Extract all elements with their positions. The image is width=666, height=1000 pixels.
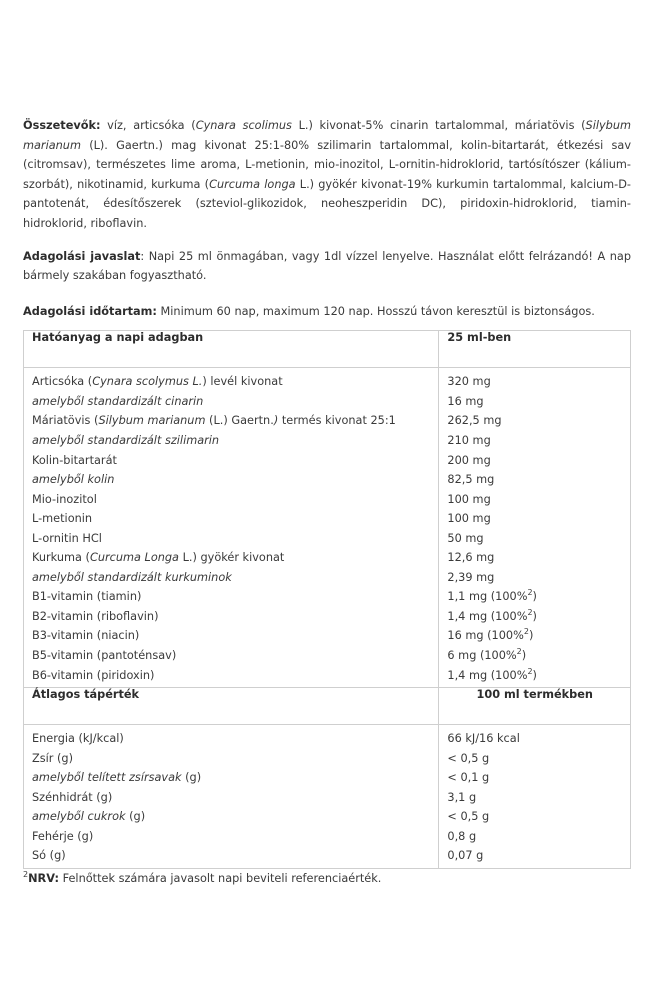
row-value (447, 490, 622, 510)
row-value (447, 827, 622, 847)
nutrition-header-name: Átlagos tápérték (24, 688, 439, 725)
row-value (447, 568, 622, 588)
product-info (23, 116, 631, 889)
row-label (32, 411, 430, 431)
footnote (23, 869, 631, 889)
nutrition-header-amount: 100 ml termékben (439, 688, 631, 725)
row-value (447, 807, 622, 827)
nutrition-table (23, 330, 631, 869)
active-header-amount: 25 ml-ben (439, 331, 631, 368)
row-label (32, 451, 430, 471)
row-label-run: Fehérje (g) (32, 829, 94, 843)
footnote-text: Felnőttek számára javasolt napi beviteli referenciaérték. (59, 871, 382, 885)
row-label (32, 666, 430, 686)
footnote-marker: 2 (23, 870, 29, 880)
row-label-run: amelyből kolin (32, 473, 115, 487)
row-value (447, 846, 622, 866)
row-value-text: 12,6 mg (447, 551, 495, 565)
row-label (32, 729, 430, 749)
ingredients-run: Curcuma longa (209, 177, 296, 191)
row-value-text: 6 mg (100% (447, 649, 517, 662)
row-value-text: 0,8 g (447, 829, 477, 843)
row-label-run: B5-vitamin (pantoténsav) (32, 649, 177, 662)
row-value-text: < 0,1 g (447, 771, 490, 785)
row-label (32, 827, 430, 847)
row-value (447, 470, 622, 490)
row-label-run: B2-vitamin (riboflavin) (32, 609, 159, 623)
row-value (447, 607, 622, 627)
row-label-run: Energia (kJ/kcal) (32, 732, 124, 746)
row-label (32, 392, 430, 412)
row-value (447, 587, 622, 607)
row-label (32, 846, 430, 866)
row-label-run: amelyből standardizált cinarin (32, 394, 204, 408)
nrv-marker: 2 (516, 647, 522, 657)
row-value-close: ) (532, 590, 537, 604)
row-label-run: Máriatövis ( (32, 414, 99, 428)
row-label (32, 490, 430, 510)
row-label (32, 509, 430, 529)
row-value-text: 82,5 mg (447, 473, 495, 487)
nrv-marker: 2 (523, 627, 529, 637)
row-label-run: Szénhidrát (g) (32, 790, 113, 804)
row-label (32, 529, 430, 549)
row-label-run: (g) (125, 810, 146, 824)
row-value (447, 729, 622, 749)
row-value-text: 50 mg (447, 531, 484, 545)
row-label (32, 807, 430, 827)
duration-text: Minimum 60 nap, maximum 120 nap. Hosszú távon keresztül is biztonságos. (156, 304, 595, 318)
row-label (32, 372, 430, 392)
nrv-marker: 2 (527, 588, 533, 598)
nutrition-names-cell (24, 725, 439, 869)
row-value-close: ) (528, 629, 534, 643)
ingredients-run: L.) gyökér kivonat-19% kurkumin tartalommal, kalcium-D-pantotenát, édesítőszerek (szteviol-glikozidok, neoheszperidin DC), piridoxin-hidroklorid, tiamin-hidroklorid, riboflavin. (23, 177, 631, 230)
row-label-run: Curcuma Longa (89, 551, 179, 565)
row-value (447, 666, 622, 686)
row-label-run: B1-vitamin (tiamin) (32, 590, 142, 604)
row-label (32, 470, 430, 490)
active-rows (24, 368, 631, 688)
row-value (447, 626, 622, 646)
row-value (447, 509, 622, 529)
ingredients-paragraph (23, 116, 631, 234)
row-label-run: Zsír (g) (32, 751, 73, 765)
row-label (32, 749, 430, 769)
row-value-text: 100 mg (447, 492, 491, 506)
row-value (447, 411, 622, 431)
active-values-cell (439, 368, 631, 688)
row-label-run: B3-vitamin (niacin) (32, 629, 140, 643)
row-label (32, 568, 430, 588)
row-value-text: 100 mg (447, 512, 491, 526)
row-value-text: 3,1 g (447, 790, 477, 804)
row-value-text: 1,4 mg (100% (447, 668, 528, 682)
row-label-run: termés kivonat 25:1 (278, 414, 396, 428)
row-label-run: Silybum marianum (98, 414, 206, 428)
nrv-marker: 2 (527, 608, 533, 618)
ingredients-run: Silybum marianum (23, 119, 632, 152)
nutrition-rows (24, 725, 631, 869)
row-value-text: 2,39 mg (447, 570, 495, 584)
row-label-run: ) (273, 414, 279, 428)
row-label (32, 607, 430, 627)
row-label-run: Articsóka ( (32, 375, 93, 389)
row-value-text: 0,07 g (447, 849, 484, 863)
row-value-text: < 0,5 g (447, 810, 490, 824)
row-value-close: ) (532, 609, 537, 623)
ingredients-run: Cynara scolimus (195, 119, 292, 132)
row-label-run: Cynara scolymus L. (92, 375, 203, 389)
row-label-run: amelyből cukrok (32, 810, 126, 824)
row-value (447, 529, 622, 549)
ingredients-label: Összetevők: (23, 119, 101, 132)
row-value-text: < 0,5 g (447, 751, 490, 765)
row-label-run: amelyből telített zsírsavak (32, 771, 182, 785)
row-value-text: 200 mg (447, 453, 491, 467)
row-value (447, 768, 622, 788)
ingredients-run: víz, articsóka ( (100, 119, 196, 132)
row-label-run: Kurkuma ( (32, 551, 90, 565)
nutrition-header-row (24, 688, 631, 725)
row-value (447, 372, 622, 392)
row-label-run: (L.) Gaertn. (205, 414, 274, 428)
row-value (447, 788, 622, 808)
nutrition-values-cell (439, 725, 631, 869)
row-label (32, 646, 430, 666)
row-value (447, 749, 622, 769)
row-value (447, 646, 622, 666)
active-header-name: Hatóanyag a napi adagban (24, 331, 439, 368)
row-value (447, 451, 622, 471)
row-value (447, 548, 622, 568)
row-value (447, 392, 622, 412)
row-value-text: 66 kJ/16 kcal (447, 732, 520, 746)
row-value-text: 320 mg (447, 375, 491, 389)
row-label (32, 431, 430, 451)
row-value-text: 210 mg (447, 433, 491, 447)
row-value-text: 1,4 mg (100% (447, 609, 528, 623)
row-label (32, 788, 430, 808)
row-label (32, 548, 430, 568)
row-label-run: L.) gyökér kivonat (178, 551, 285, 565)
row-label-run: (g) (181, 771, 202, 785)
row-label (32, 768, 430, 788)
row-value-close: ) (532, 668, 537, 682)
ingredients-run: L.) kivonat-5% cinarin tartalommal, máriatövis ( (291, 119, 586, 132)
dosage-paragraph (23, 247, 631, 286)
row-value-text: 262,5 mg (447, 414, 502, 428)
active-names-cell (24, 368, 439, 688)
row-label-run: Kolin-bitartarát (32, 453, 117, 467)
row-label (32, 587, 430, 607)
row-label-run: Mio-inozitol (32, 492, 97, 506)
row-label-run: B6-vitamin (piridoxin) (32, 668, 155, 682)
row-label (32, 626, 430, 646)
duration-label: Adagolási időtartam: (23, 304, 157, 318)
row-label-run: L-ornitin HCl (32, 531, 102, 545)
row-value-text: 16 mg (100% (447, 629, 524, 643)
row-label-run: amelyből standardizált szilimarin (32, 433, 220, 447)
row-value-text: 1,1 mg (100% (447, 590, 528, 604)
row-label-run: ) levél kivonat (202, 375, 283, 389)
row-label-run: L-metionin (32, 512, 93, 526)
row-label-run: Só (g) (32, 849, 66, 863)
footnote-label: NRV: (28, 871, 60, 885)
row-value-text: 16 mg (447, 394, 484, 408)
ingredients-run: (L). Gaertn.) mag kivonat 25:1-80% szilimarin tartalommal, kolin-bitartarát, étkezési sav (citromsav), természetes lime aroma, L-metionin, mio-inozitol, L-ornitin-hidroklorid, tartósítószer (kálium-szorbát), nikotinamid, kurkuma ( (23, 138, 631, 191)
dosage-label: Adagolási javaslat (23, 249, 141, 263)
dosage-text: : Napi 25 ml önmagában, vagy 1dl vízzel lenyelve. Használat előtt felrázandó! A nap bármely szakában fogyasztható. (23, 249, 631, 283)
nrv-marker: 2 (527, 666, 533, 676)
ingredients-text (23, 119, 631, 230)
row-value (447, 431, 622, 451)
duration-paragraph (23, 302, 631, 322)
row-value-close: ) (521, 649, 527, 662)
row-label-run: amelyből standardizált kurkuminok (32, 570, 232, 584)
active-header-row (24, 331, 631, 368)
